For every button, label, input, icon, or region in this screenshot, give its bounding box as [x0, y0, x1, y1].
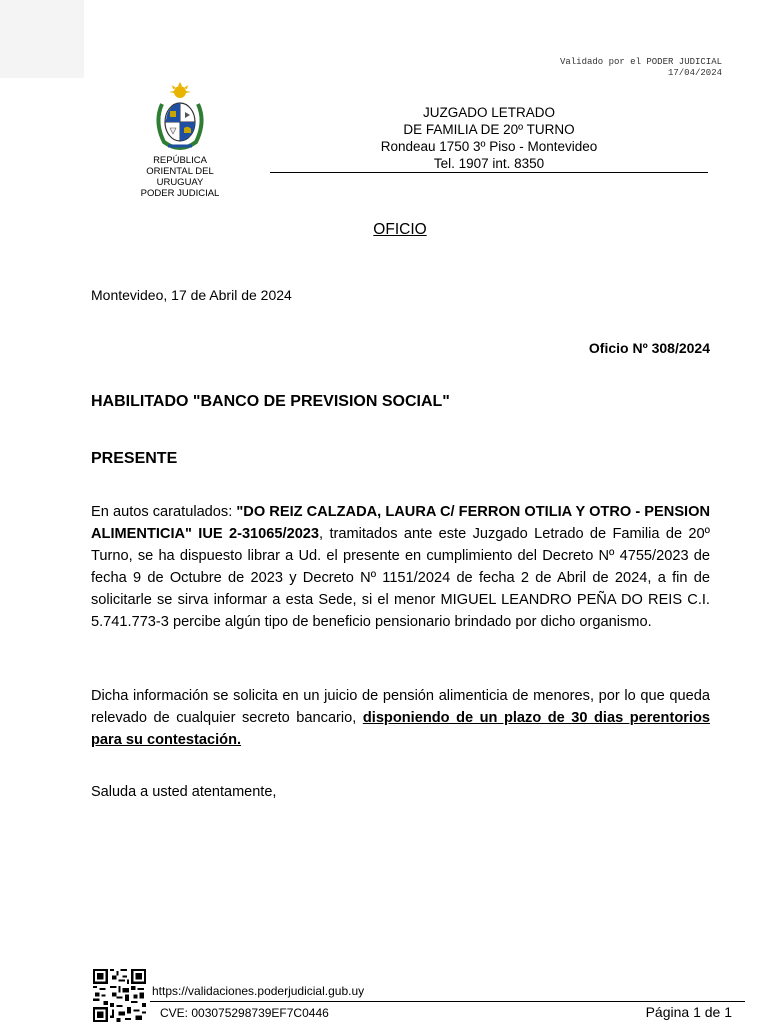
deadline-emphasis: disponiendo de un plazo de 30 dias perentorios para su contestación.	[91, 710, 710, 748]
court-header	[270, 104, 708, 172]
footer-divider	[150, 1001, 745, 1002]
oficio-number: Oficio Nº 308/2024	[588, 340, 710, 356]
paragraph-1-body: , tramitados ante este Juzgado Letrado de Familia de 20º Turno, se ha dispuesto librar a Ud. el presente en cumplimiento del Decreto Nº 4755/2023 de fecha 9 de Octubre de 2023 y Decreto Nº 1151/2024 de fecha 2 de Abril de 2024, a fin de solicitarle se sirva informar a esta Sede, si el menor MIGUEL LEANDRO PEÑA DO REIS C.I. 5.741.773-3 percibe algún tipo de beneficio pensionario brindado por dicho organismo.	[91, 526, 710, 630]
court-phone: Tel. 1907 int. 8350	[433, 156, 545, 171]
date-line: Montevideo, 17 de Abril de 2024	[91, 287, 292, 303]
republic-line-3: URUGUAY	[156, 177, 204, 188]
uruguay-coat-of-arms-icon	[150, 82, 210, 152]
republic-line-4: PODER JUDICIAL	[140, 188, 220, 199]
validation-stamp	[560, 57, 722, 79]
recipient: HABILITADO "BANCO DE PREVISION SOCIAL"	[91, 393, 450, 410]
paragraph-1	[91, 501, 710, 633]
court-name-line-2: DE FAMILIA DE 20º TURNO	[403, 122, 575, 137]
cve-code: CVE: 003075298739EF7C0446	[160, 1006, 329, 1020]
header-divider	[270, 172, 708, 173]
document-title: OFICIO	[373, 221, 427, 238]
scan-shadow	[0, 0, 84, 78]
court-name-line-1: JUZGADO LETRADO	[422, 105, 555, 120]
paragraph-2-body: Dicha información se solicita en un juicio de pensión alimenticia de menores, por lo que queda relevado de cualquier secreto bancario,	[91, 688, 710, 726]
closing: Saluda a usted atentamente,	[91, 784, 277, 800]
page-number: Página 1 de 1	[645, 1004, 732, 1020]
salutation: PRESENTE	[91, 450, 178, 467]
republic-line-2: ORIENTAL DEL	[146, 166, 214, 177]
republic-line-1: REPÚBLICA	[153, 155, 207, 166]
court-address: Rondeau 1750 3º Piso - Montevideo	[380, 139, 598, 154]
qr-code-icon	[92, 969, 147, 1022]
paragraph-2	[91, 685, 710, 751]
validation-url[interactable]: https://validaciones.poderjudicial.gub.uy	[152, 984, 365, 998]
validation-date: 17/04/2024	[667, 68, 722, 78]
republic-label	[130, 155, 230, 199]
case-caption: "DO REIZ CALZADA, LAURA C/ FERRON OTILIA Y OTRO - PENSION ALIMENTICIA" IUE 2-31065/2023	[91, 504, 710, 542]
paragraph-1-intro: En autos caratulados:	[91, 504, 237, 520]
validation-line: Validado por el PODER JUDICIAL	[559, 57, 722, 67]
